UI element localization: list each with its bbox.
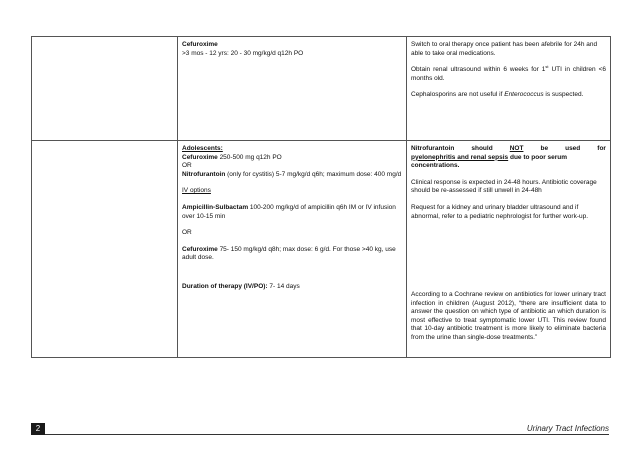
warning-line: pyelonephritis and renal sepsis due to poor serum concentrations. — [411, 153, 568, 170]
dosing-line: >3 mos - 12 yrs: 20 - 30 mg/kg/d q12h PO — [182, 49, 304, 57]
dosing-cell — [178, 37, 407, 141]
comment-paragraph: Obtain renal ultrasound within 6 weeks for 1st UTI in children <6 months old. — [411, 64, 606, 82]
table-row — [32, 37, 611, 141]
comment-paragraph: Request for a kidney and urinary bladder ultrasound and if abnormal, refer to a pediatric nephrologist for further work-up. — [411, 203, 589, 220]
page-number: 2 — [31, 423, 45, 435]
dosing-cell — [178, 141, 407, 358]
dosing-line: Ampicillin-Sulbactam 100-200 mg/kg/d of ampicillin q6h IM or IV infusion over 10-15 min — [182, 203, 396, 220]
dosing-line: Cefuroxime 250-500 mg q12h PO — [182, 153, 282, 161]
comment-paragraph: Cephalosporins are not useful if Enterococcus is suspected. — [411, 91, 584, 99]
comments-cell — [407, 37, 611, 141]
warning-line: Nitrofurantoin should NOT be used for — [411, 145, 606, 152]
dosing-line: Cefuroxime 75- 150 mg/kg/d q8h; max dose: 6 g/d. For those >40 kg, use adult dose. — [182, 245, 396, 262]
section-heading: IV options — [182, 187, 211, 195]
condition-cell — [32, 37, 178, 141]
footer-title: Urinary Tract Infections — [526, 424, 609, 433]
antibiotic-table — [31, 36, 611, 358]
or-separator: OR — [182, 162, 192, 170]
condition-cell — [32, 141, 178, 358]
footer-divider — [45, 434, 609, 435]
cochrane-paragraph: According to a Cochrane review on antibiotics for lower urinary tract infection in children (August 2012), “there are insufficient data to answer the question on which type of antibiotic an which duration is most effective to treat symptomatic lower UTI. This review found that 10-day antibiotic treatment is more likely to eliminate bacteria from the urine than single-dose treatments.” — [411, 291, 606, 341]
or-separator: OR — [182, 229, 192, 237]
drug-name: Cefuroxime — [182, 41, 218, 48]
comment-paragraph: Switch to oral therapy once patient has been afebrile for 24h and able to take oral medications. — [411, 41, 598, 57]
page-footer — [31, 423, 609, 435]
duration-line: Duration of therapy (IV/PO): 7- 14 days — [182, 283, 300, 290]
dosing-line: Nitrofurantoin (only for cystitis) 5-7 mg/kg/d q6h; maximum dose: 400 mg/d — [182, 170, 402, 178]
table-row — [32, 141, 611, 358]
section-heading: Adolescents: — [182, 145, 223, 152]
comments-cell — [407, 141, 611, 358]
comment-paragraph: Clinical response is expected in 24-48 hours. Antibiotic coverage should be re-assessed if still unwell in 24-48h — [411, 178, 597, 195]
